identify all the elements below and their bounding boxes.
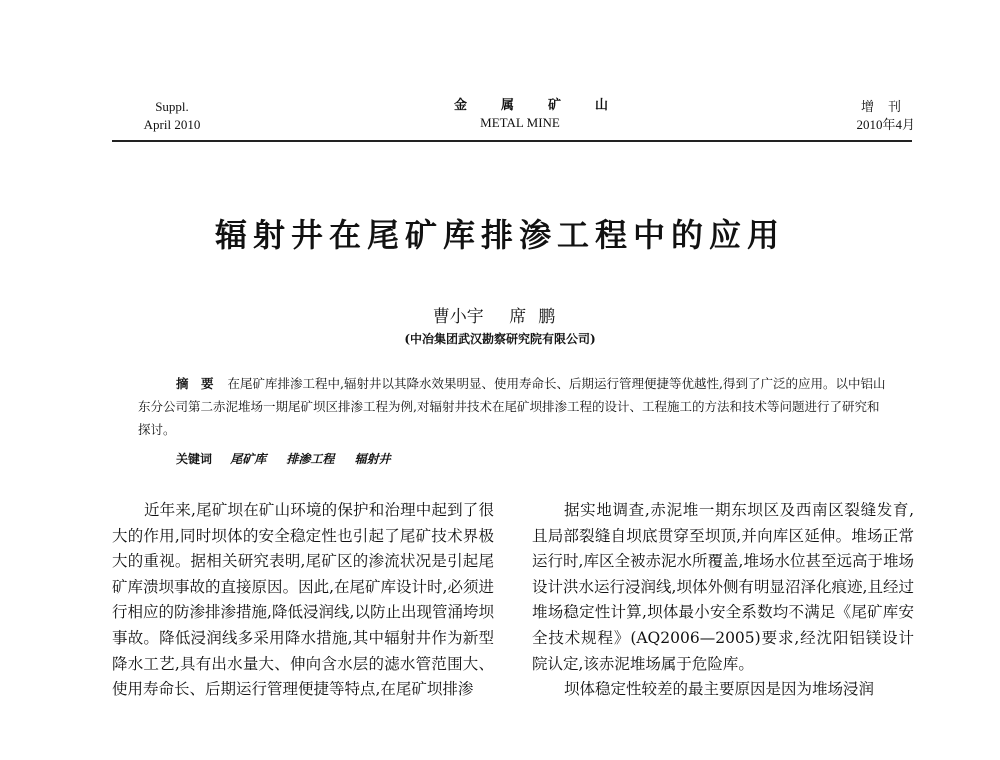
body-paragraph: 近年来,尾矿坝在矿山环境的保护和治理中起到了很大的作用,同时坝体的安全稳定性也引起了尾矿技术界极大的重视。据相关研究表明,尾矿区的渗流状况是引起尾矿库溃坝事故的直接原因。因此,在尾矿库设计时,必须进行相应的防渗排渗措施,降低浸润线,以防止出现管涌垮坝事故。降低浸润线多采用降水措施,其中辐射井作为新型降水工艺,具有出水量大、伸向含水层的滤水管范围大、使用寿命长、后期运行管理便捷等特点,在尾矿坝排渗: [112, 501, 494, 699]
body-paragraph: 坝体稳定性较差的最主要原因是因为堆场浸润: [564, 680, 875, 699]
article-title: 辐射井在尾矿库排渗工程中的应用: [214, 216, 785, 254]
journal-name-cn: 金属矿山: [454, 97, 643, 112]
author-list: [0, 302, 1000, 327]
issue-date-cn: 2010年4月: [856, 117, 915, 132]
keywords: [176, 450, 407, 467]
header-divider: [112, 140, 912, 142]
body-column-right: [532, 498, 914, 703]
issue-date-en: April 2010: [143, 117, 201, 132]
keywords-label: 关键词: [176, 452, 213, 466]
journal-name-en: METAL MINE: [480, 115, 560, 130]
abstract: [138, 372, 888, 441]
abstract-text: 在尾矿库排渗工程中,辐射井以其降水效果明显、使用寿命长、后期运行管理便捷等优越性,得到了广泛的应用。以中铝山东分公司第二赤泥堆场一期尾矿坝区排渗工程为例,对辐射井技术在尾矿坝排渗工程的设计、工程施工的方法和技术等问题进行了研究和探讨。: [138, 376, 886, 437]
keyword: 排渗工程: [286, 452, 335, 466]
journal-name: [420, 96, 643, 132]
suppl-label-cn: 增刊: [860, 99, 915, 114]
author-name: 席鹏: [509, 307, 568, 327]
author-affiliation: (中冶集团武汉勘察研究院有限公司): [404, 332, 596, 346]
body-paragraph: 据实地调查,赤泥堆一期东坝区及西南区裂缝发育,且局部裂缝自坝底贯穿至坝顶,并向库区延伸。堆场正常运行时,库区全被赤泥水所覆盖,堆场水位甚至远高于堆场设计洪水运行浸润线,坝体外侧有明显沼泽化痕迹,且经过堆场稳定性计算,坝体最小安全系数均不满足《尾矿库安全技术规程》(AQ2006—2005)要求,经沈阳铝镁设计院认定,该赤泥堆场属于危险库。: [532, 501, 914, 673]
body-column-left: [112, 498, 494, 703]
journal-issue-en: [112, 98, 232, 134]
suppl-label: Suppl.: [155, 99, 189, 114]
abstract-label: 摘 要: [176, 376, 214, 391]
journal-issue-cn: [780, 98, 915, 134]
keyword: 尾矿库: [230, 452, 267, 466]
keyword: 辐射井: [354, 452, 391, 466]
author-name: 曹小宇: [432, 307, 484, 327]
